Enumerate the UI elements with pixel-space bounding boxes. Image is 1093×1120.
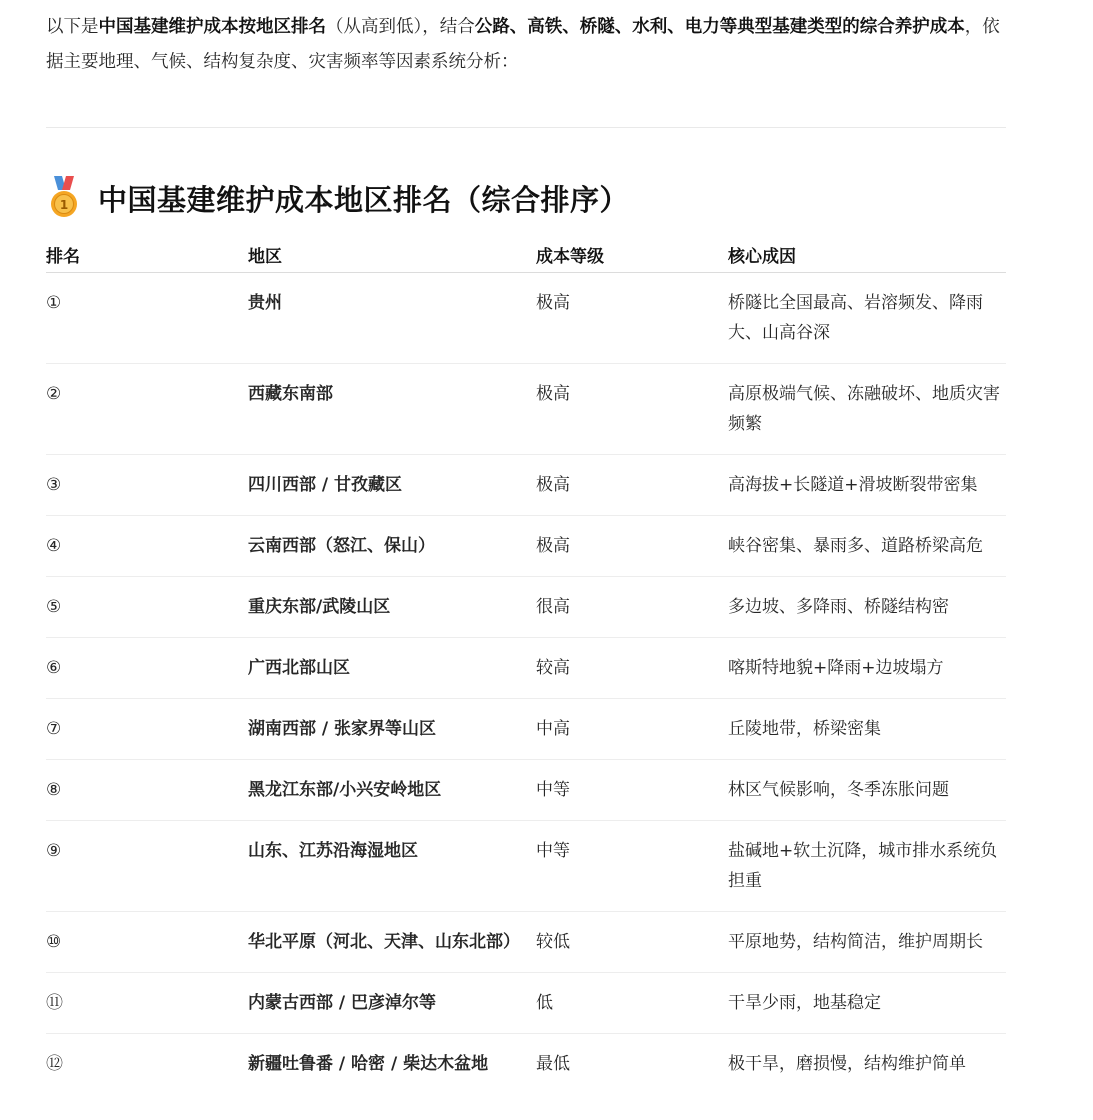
cell-reason: 干旱少雨，地基稳定 — [728, 973, 1006, 1034]
table-row — [46, 912, 1006, 973]
cell-reason: 丘陵地带，桥梁密集 — [728, 699, 1006, 760]
cell-rank: ④ — [46, 516, 248, 577]
table-row — [46, 455, 1006, 516]
table-row — [46, 273, 1006, 364]
cell-rank: ⑫ — [46, 1054, 63, 1074]
cell-region: 内蒙古西部 / 巴彦淖尔等 — [248, 973, 536, 1034]
cell-level: 较高 — [536, 638, 728, 699]
intro-text-3: ，依据主要地理、气候、结构复杂度、灾害频率等因素系统分析： — [46, 17, 1000, 72]
cell-region: 山东、江苏沿海湿地区 — [248, 821, 536, 912]
cell-level: 中等 — [536, 760, 728, 821]
table-header-row — [46, 236, 1006, 273]
cell-rank: ③ — [46, 455, 248, 516]
intro-text-2: （从高到低），结合 — [326, 17, 475, 37]
cell-reason: 极干旱，磨损慢，结构维护简单 — [728, 1054, 966, 1074]
cell-level: 很高 — [536, 577, 728, 638]
cell-rank: ⑩ — [46, 912, 248, 973]
cell-level: 最低 — [536, 1054, 570, 1074]
table-row — [46, 516, 1006, 577]
table-row — [46, 973, 1006, 1034]
cell-reason: 喀斯特地貌+降雨+边坡塌方 — [728, 638, 1006, 699]
cell-reason: 高海拔+长隧道+滑坡断裂带密集 — [728, 455, 1006, 516]
cell-rank: ⑨ — [46, 821, 248, 912]
cell-region: 西藏东南部 — [248, 364, 536, 455]
table-row — [46, 638, 1006, 699]
table-row — [46, 577, 1006, 638]
intro-paragraph — [46, 10, 1016, 80]
cell-region: 广西北部山区 — [248, 638, 536, 699]
cell-region: 黑龙江东部/小兴安岭地区 — [248, 760, 536, 821]
medal-icon — [46, 176, 82, 220]
cell-rank: ⑥ — [46, 638, 248, 699]
cell-reason: 盐碱地+软土沉降，城市排水系统负担重 — [728, 821, 1006, 912]
cell-region: 四川西部 / 甘孜藏区 — [248, 455, 536, 516]
cell-region: 湖南西部 / 张家界等山区 — [248, 699, 536, 760]
cell-region: 华北平原（河北、天津、山东北部） — [248, 912, 536, 973]
intro-bold-2: 公路、高铁、桥隧、水利、电力等典型基建类型的综合养护成本 — [474, 17, 965, 37]
cell-level: 极高 — [536, 455, 728, 516]
cell-reason: 林区气候影响，冬季冻胀问题 — [728, 760, 1006, 821]
cell-level: 中等 — [536, 821, 728, 912]
divider — [46, 127, 1006, 128]
cell-rank: ② — [46, 364, 248, 455]
header-rank: 排名 — [46, 236, 248, 273]
intro-bold-1: 中国基建维护成本按地区排名 — [98, 17, 326, 37]
cell-region: 新疆吐鲁番 / 哈密 / 柴达木盆地 — [248, 1054, 489, 1074]
table-row — [46, 364, 1006, 455]
cell-level: 较低 — [536, 912, 728, 973]
table-row — [46, 699, 1006, 760]
cell-level: 极高 — [536, 364, 728, 455]
medal-number: 1 — [59, 198, 69, 212]
header-region: 地区 — [248, 236, 536, 273]
ranking-table — [46, 236, 1006, 1094]
cell-region: 云南西部（怒江、保山） — [248, 516, 536, 577]
cell-level: 低 — [536, 973, 728, 1034]
cell-region: 重庆东部/武陵山区 — [248, 577, 536, 638]
section-heading — [46, 176, 629, 220]
cell-reason: 高原极端气候、冻融破坏、地质灾害频繁 — [728, 364, 1006, 455]
cell-reason: 峡谷密集、暴雨多、道路桥梁高危 — [728, 516, 1006, 577]
cell-rank: ⑦ — [46, 699, 248, 760]
cell-level: 极高 — [536, 516, 728, 577]
cell-rank: ① — [46, 273, 248, 364]
cell-reason: 桥隧比全国最高、岩溶频发、降雨大、山高谷深 — [728, 273, 1006, 364]
intro-text-1: 以下是 — [46, 17, 99, 37]
section-title: 中国基建维护成本地区排名（综合排序） — [98, 182, 630, 217]
header-reason: 核心成因 — [728, 236, 1006, 273]
table-row — [46, 821, 1006, 912]
table-row — [46, 1034, 1006, 1095]
cell-rank: ⑧ — [46, 760, 248, 821]
cell-reason: 多边坡、多降雨、桥隧结构密 — [728, 577, 1006, 638]
cell-rank: ⑪ — [46, 973, 248, 1034]
cell-region: 贵州 — [248, 273, 536, 364]
cell-level: 中高 — [536, 699, 728, 760]
cell-reason: 平原地势，结构简洁，维护周期长 — [728, 912, 1006, 973]
header-level: 成本等级 — [536, 236, 728, 273]
cell-level: 极高 — [536, 273, 728, 364]
table-row — [46, 760, 1006, 821]
cell-rank: ⑤ — [46, 577, 248, 638]
